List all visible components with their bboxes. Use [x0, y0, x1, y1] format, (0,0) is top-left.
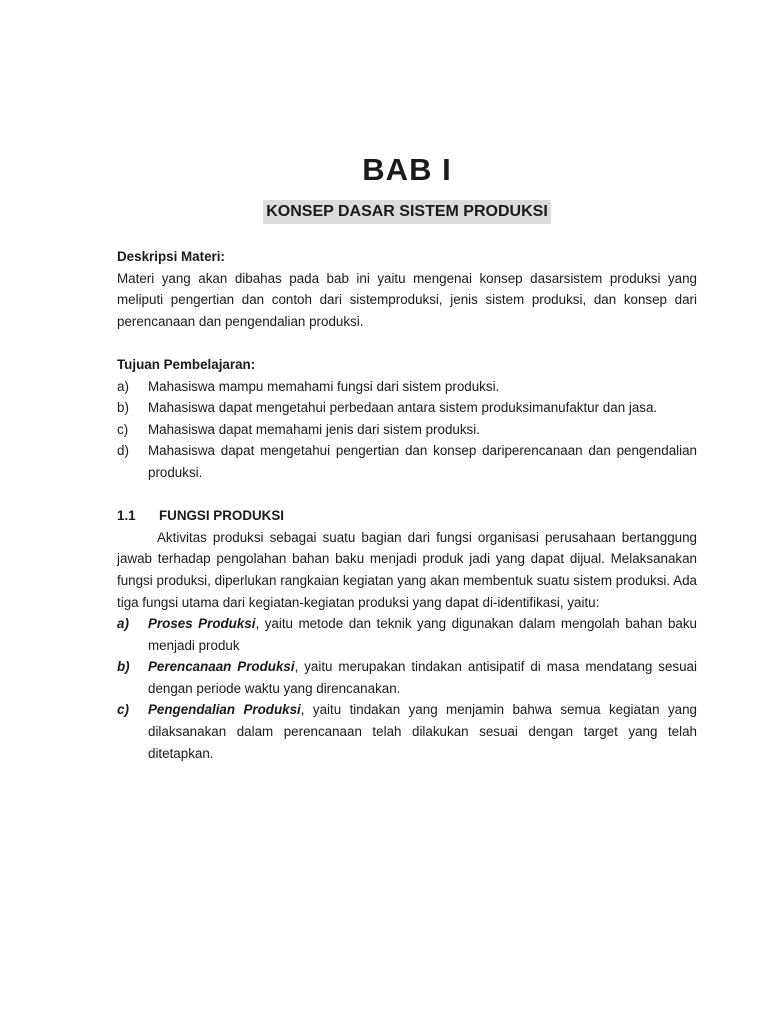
term-description: , yaitu merupakan tindakan antisipatif di masa mendatang sesuai dengan periode waktu yang direncanakan. [148, 659, 697, 696]
tujuan-item [117, 440, 697, 483]
chapter-title: BAB I [362, 152, 452, 187]
term: Pengendalian Produksi [148, 702, 301, 718]
fungsi-item [117, 613, 697, 656]
section-intro: Aktivitas produksi sebagai suatu bagian dari fungsi organisasi perusahaan bertanggung jawab terhadap pengolahan bahan baku menjadi produk jadi yang dapat dijual. Melaksanakan fungsi produksi, diperlukan rangkaian kegiatan yang akan membentuk suatu sistem produksi. Ada tiga fungsi utama dari kegiatan-kegiatan produksi yang dapat di-identifikasi, yaitu: [117, 529, 697, 610]
section-title: FUNGSI PRODUKSI [159, 508, 284, 524]
list-marker: a) [117, 616, 129, 632]
list-text [148, 656, 697, 699]
term-description: , yaitu metode dan teknik yang digunakan dalam mengolah bahan baku menjadi produk [148, 616, 698, 653]
list-text: Mahasiswa dapat memahami jenis dari sistem produksi. [148, 421, 480, 437]
list-text [148, 613, 697, 656]
spacer [117, 484, 697, 506]
tujuan-item [117, 419, 697, 441]
term-description: , yaitu tindakan yang menjamin bahwa semua kegiatan yang dilaksanakan dalam perencanaan telah dilakukan sesuai dengan target yang telah ditetapkan. [148, 702, 698, 761]
list-marker: a) [117, 378, 129, 394]
tujuan-heading: Tujuan Pembelajaran: [117, 356, 256, 372]
deskripsi-text: Materi yang akan dibahas pada bab ini yaitu mengenai konsep dasarsistem produksi yang meliputi pengertian dan contoh dari sistemproduksi, jenis sistem produksi, dan konsep dari perencanaan dan pengendalian produksi. [117, 270, 697, 329]
list-marker: b) [117, 400, 129, 416]
tujuan-item [117, 397, 697, 419]
section-heading [117, 505, 697, 527]
fungsi-item [117, 656, 697, 699]
list-text: Mahasiswa mampu memahami fungsi dari sistem produksi. [148, 378, 500, 394]
tujuan-item [117, 376, 697, 398]
term: Perencanaan Produksi [148, 659, 295, 675]
term: Proses Produksi [148, 616, 256, 632]
list-marker: c) [117, 702, 129, 718]
list-marker: d) [117, 443, 129, 459]
chapter-subtitle: KONSEP DASAR SISTEM PRODUKSI [263, 200, 551, 224]
chapter-subtitle-wrap [0, 200, 768, 224]
list-marker: b) [117, 659, 130, 675]
list-text [148, 699, 697, 764]
deskripsi-heading: Deskripsi Materi: [117, 249, 225, 264]
list-text: Mahasiswa dapat mengetahui pengertian dan konsep dariperencanaan dan pengendalian produksi. [148, 443, 697, 480]
list-marker: c) [117, 421, 129, 437]
document-body [117, 246, 697, 764]
spacer [117, 332, 697, 354]
section-number: 1.1 [117, 508, 136, 524]
list-text: Mahasiswa dapat mengetahui perbedaan antara sistem produksimanufaktur dan jasa. [148, 400, 658, 416]
fungsi-item [117, 699, 697, 764]
